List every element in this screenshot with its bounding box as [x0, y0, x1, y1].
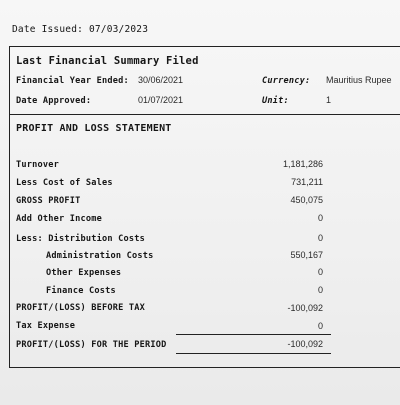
subtotal-rule: [176, 334, 331, 335]
currency-value: Mauritius Rupee: [326, 75, 392, 85]
row-value-distribution-costs: 0: [317, 233, 323, 243]
row-label-tax-expense: Tax Expense: [16, 321, 76, 331]
row-label-other-income: Add Other Income: [16, 214, 102, 224]
row-label-other-expenses: Other Expenses: [46, 268, 122, 278]
total-rule: [176, 353, 331, 354]
row-value-turnover: 1,181,286: [282, 159, 323, 169]
row-value-gross-profit: 450,075: [290, 195, 323, 205]
row-value-finance-costs: 0: [317, 285, 323, 295]
row-label-distribution-costs: Less: Distribution Costs: [16, 234, 145, 244]
row-value-administration-costs: 550,167: [290, 250, 323, 260]
financial-year-ended-label: Financial Year Ended:: [16, 76, 129, 86]
row-label-gross-profit: GROSS PROFIT: [16, 196, 81, 206]
row-value-tax-expense: 0: [317, 321, 323, 331]
date-approved-label: Date Approved:: [16, 96, 92, 106]
financial-summary-box: [9, 46, 400, 368]
summary-title: Last Financial Summary Filed: [16, 55, 199, 67]
currency-label: Currency:: [262, 76, 311, 86]
row-value-profit-for-period: -100,092: [287, 339, 323, 349]
unit-value: 1: [326, 95, 332, 105]
row-label-administration-costs: Administration Costs: [46, 251, 154, 261]
row-label-finance-costs: Finance Costs: [46, 286, 116, 296]
row-value-cost-of-sales: 731,211: [291, 177, 323, 187]
section-divider: [9, 114, 400, 115]
unit-label: Unit:: [262, 96, 289, 106]
row-label-profit-before-tax: PROFIT/(LOSS) BEFORE TAX: [16, 303, 145, 313]
row-value-profit-before-tax: -100,092: [287, 303, 323, 313]
row-label-turnover: Turnover: [16, 160, 59, 170]
date-approved-value: 01/07/2021: [138, 95, 184, 105]
financial-year-ended-value: 30/06/2021: [138, 75, 184, 85]
statement-title: PROFIT AND LOSS STATEMENT: [16, 123, 172, 134]
date-issued: Date Issued: 07/03/2023: [12, 24, 149, 35]
row-label-cost-of-sales: Less Cost of Sales: [16, 178, 113, 188]
row-value-other-expenses: 0: [317, 267, 323, 277]
row-label-profit-for-period: PROFIT/(LOSS) FOR THE PERIOD: [16, 340, 167, 350]
row-value-other-income: 0: [317, 213, 323, 223]
